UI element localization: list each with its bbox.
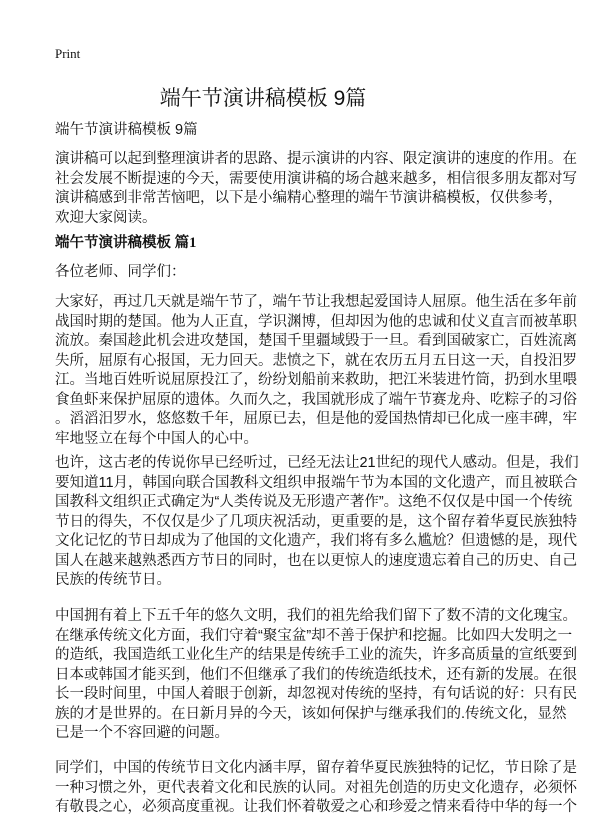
section-heading: 端午节演讲稿模板 篇1	[55, 235, 197, 251]
text-line: 民族的传统节日。	[55, 572, 171, 588]
text-line: 江。当地百姓听说屈原投江了，纷纷划船前来救助，把江米装进竹筒，扔到水里喂	[55, 372, 577, 388]
body-paragraph	[55, 759, 577, 818]
text-line: 失所，屈原有心报国，无力回天。悲愤之下，就在农历五月五日这一天，自投汨罗	[55, 352, 577, 369]
intro-paragraph	[55, 150, 577, 228]
text-line: 演讲稿感到非常苦恼吧，以下是小编精心整理的端午节演讲稿模板，仅供参考，	[55, 190, 563, 206]
text-line: 食鱼虾来保护屈原的遗体。久而久之，我国就形成了端午节赛龙舟、吃粽子的习俗	[55, 391, 577, 408]
text-line: 国教科文组织正式确定为“人类传说及无形遗产著作”。这绝不仅仅是中国一个传统	[55, 494, 573, 510]
text-line: 长一段时间里，中国人着眼于创新，却忽视对传统的坚持，有句话说的好：只有民	[55, 686, 577, 702]
text-line: 一种习惯之外，更代表着文化和民族的认同。对祖先创造的历史文化遗存，必须怀	[55, 779, 577, 796]
document-title: 端午节演讲稿模板 9篇	[159, 87, 367, 110]
text-line: 族的才是世界的。在日新月异的今天，该如何保护与继承我们的.传统文化，显然	[55, 705, 567, 722]
text-line: 。滔滔汨罗水，悠悠数千年，屈原已去，但是他的爱国热情却已化成一座丰碑，牢	[55, 411, 577, 427]
text-line: 欢迎大家阅读。	[55, 209, 157, 226]
text-line: 日本或韩国才能买到，他们不但继承了我们的传统造纸技术，还有新的发展。在很	[55, 666, 577, 683]
body-paragraph	[55, 607, 577, 744]
text-line: 已是一个不容回避的问题。	[55, 725, 229, 741]
text-line: 在继承传统文化方面，我们守着“聚宝盆”却不善于保护和挖掘。比如四大发明之一	[55, 627, 573, 644]
text-line: 文化记忆的节日却成为了他国的文化遗产，我们将有多么尴尬？但遗憾的是，现代	[55, 533, 577, 549]
text-line: 也许，这古老的传说你早已经听过，已经无法让21世纪的现代人感动。但是，我们	[55, 455, 579, 471]
text-line: 战国时期的楚国。他为人正直，学识渊博，但却因为他的忠诚和仗义直言而被革职	[55, 313, 577, 330]
text-line: 同学们，中国的传统节日文化内涵丰厚，留存着华夏民族独特的记忆，节日除了是	[55, 760, 577, 776]
text-line: 演讲稿可以起到整理演讲者的思路、提示演讲的内容、限定演讲的速度的作用。在	[55, 151, 577, 167]
greeting: 各位老师、同学们：	[55, 264, 186, 280]
text-line: 社会发展不断提速的今天，需要使用演讲稿的场合越来越多，相信很多朋友都对写	[55, 170, 577, 187]
text-line: 流放。秦国趁此机会进攻楚国，楚国千里疆域毁于一旦。看到国破家亡，百姓流离	[55, 333, 577, 349]
text-line: 节日的得失，不仅仅是少了几项庆祝活动，更重要的是，这个留存着华夏民族独特	[55, 513, 577, 530]
print-link[interactable]: Print	[55, 46, 81, 61]
body-paragraph	[55, 293, 577, 449]
text-line: 中国拥有着上下五千年的悠久文明，我们的祖先给我们留下了数不清的文化瑰宝。	[55, 608, 577, 624]
text-line: 大家好，再过几天就是端午节了，端午节让我想起爱国诗人屈原。他生活在多年前	[55, 294, 577, 310]
text-line: 有敬畏之心，必须高度重视。让我们怀着敬爱之心和珍爱之情来看待中华的每一个	[55, 799, 577, 815]
text-line: 的造纸，我国造纸工业化生产的结果是传统手工业的流失，许多高质量的宣纸要到	[55, 647, 577, 663]
text-line: 牢地竖立在每个中国人的心中。	[55, 430, 258, 447]
body-paragraph	[55, 454, 579, 591]
text-line: 要知道11月，韩国向联合国教科文组织申报端午节为本国的文化遗产，而且被联合	[55, 474, 578, 491]
text-line: 国人在越来越熟悉西方节日的同时，也在以更惊人的速度遗忘着自己的历史、自己	[55, 552, 577, 569]
document-subtitle: 端午节演讲稿模板 9篇	[55, 122, 198, 138]
